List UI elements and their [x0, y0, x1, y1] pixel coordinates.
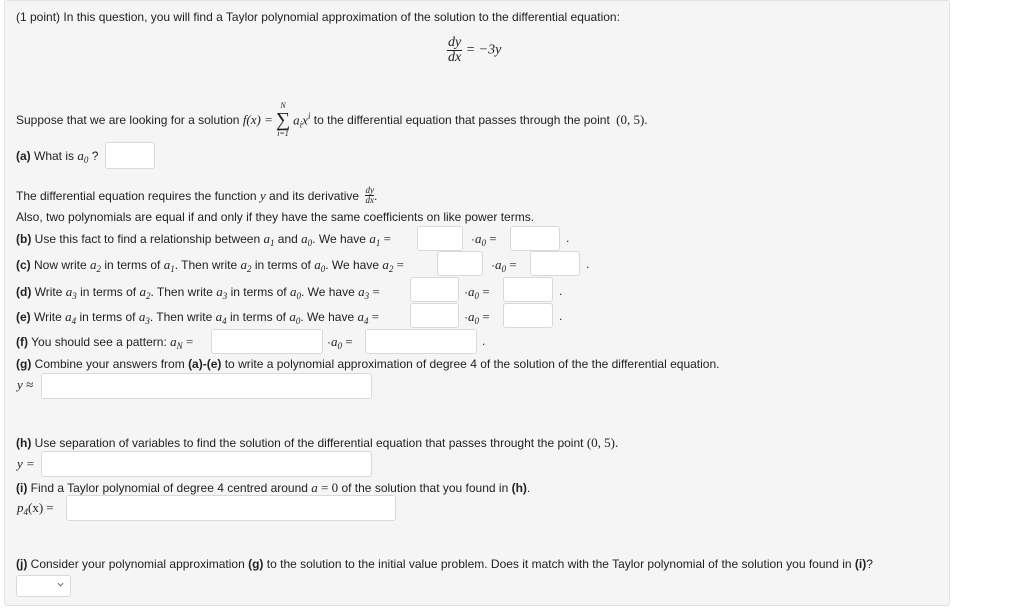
- b-end: .: [566, 231, 570, 245]
- e-v4: a: [289, 309, 296, 324]
- d-a0-expr: [464, 284, 490, 301]
- part-i-text: [16, 480, 530, 496]
- b-a0: a: [475, 231, 482, 246]
- d-eq: =: [369, 284, 380, 299]
- fraction-numerator: dy: [448, 35, 462, 50]
- i-text1: Find a Taylor polynomial of degree 4 centred around: [27, 481, 312, 495]
- part-d-text: [16, 284, 380, 301]
- b-eq: =: [380, 231, 391, 246]
- c-text3: . Then write: [174, 258, 241, 272]
- term-x: x: [302, 112, 308, 128]
- info1-text: The differential equation requires the function: [16, 188, 260, 203]
- part-a: [16, 148, 98, 165]
- c-dot: ·: [491, 258, 495, 272]
- i-p-label: [17, 500, 54, 517]
- d-a0: a: [468, 284, 475, 299]
- suppose-after: to the differential equation that passes through the point: [310, 113, 614, 127]
- c-s2: 1: [170, 264, 175, 274]
- intro-text: (1 point) In this question, you will find a Taylor polynomial approximation of the solution to the differential equation:: [16, 10, 620, 24]
- i-p: p: [17, 500, 24, 515]
- dy-dx-fraction: [447, 36, 462, 65]
- g-text2: to write a polynomial approximation of degree 4 of the solution of the the differential equation.: [221, 357, 720, 371]
- i-a: a: [311, 480, 318, 495]
- i-ref: (h): [511, 481, 527, 495]
- info1-y: y: [259, 187, 266, 203]
- c-text4: in terms of: [251, 258, 315, 272]
- d-v4: a: [289, 284, 297, 299]
- e-s4: 0: [295, 316, 301, 326]
- summation: [276, 101, 290, 139]
- d-v1: a: [65, 284, 73, 299]
- part-f-text: [16, 334, 193, 351]
- b-lhs-sub: 1: [375, 238, 381, 248]
- i-px: (x) =: [28, 500, 54, 515]
- d-s1: 3: [72, 291, 77, 301]
- d-lhs: a: [358, 284, 365, 299]
- part-i-label: (i): [16, 481, 28, 495]
- h-y-label: y =: [17, 456, 35, 471]
- e-text1: Write: [30, 310, 66, 324]
- part-b-text1: Use this fact to find a relationship between: [31, 232, 264, 246]
- sum-lower: i=1: [277, 129, 289, 138]
- answer-e2-input[interactable]: [503, 303, 553, 328]
- answer-i-input[interactable]: [66, 495, 396, 521]
- i-end: .: [526, 481, 531, 495]
- answer-d2-input[interactable]: [503, 277, 553, 302]
- point-value: (0, 5).: [616, 112, 648, 127]
- e-s2: 3: [145, 316, 150, 326]
- part-b-text: [16, 231, 391, 248]
- c-eq2: =: [506, 257, 517, 272]
- b-s1: 1: [269, 238, 275, 248]
- g-ref: (a)-(e): [188, 357, 222, 371]
- answer-b1-input[interactable]: [417, 226, 463, 251]
- fx-label: f(x) =: [242, 112, 273, 127]
- f-lhs: a: [170, 334, 177, 349]
- answer-e1-input[interactable]: [410, 303, 459, 328]
- sum-symbol: ∑: [275, 109, 291, 131]
- b-a0s: 0: [481, 238, 486, 248]
- b-s2: 0: [307, 238, 313, 248]
- b-v1: a: [263, 231, 270, 246]
- e-s3: 4: [222, 316, 227, 326]
- d-eq2: =: [479, 284, 490, 299]
- part-b-label: (b): [16, 232, 32, 246]
- info1-num: dy: [365, 185, 374, 195]
- d-a0s: 0: [474, 291, 479, 301]
- h-point: (0, 5).: [586, 435, 619, 450]
- e-dot: ·: [464, 310, 468, 324]
- e-a0-expr: [464, 309, 490, 326]
- c-v1: a: [90, 257, 97, 272]
- d-dot: ·: [464, 285, 468, 299]
- answer-c1-input[interactable]: [437, 251, 483, 276]
- j-ref1: (g): [248, 557, 264, 571]
- f-a0-expr: [327, 334, 353, 351]
- d-text3: . Then write: [150, 285, 217, 299]
- c-v4: a: [314, 257, 321, 272]
- f-lhs-sub: N: [176, 341, 183, 351]
- e-text2: in terms of: [76, 310, 139, 324]
- e-end: .: [559, 309, 563, 323]
- part-c-text: [16, 257, 404, 274]
- f-text1: You should see a pattern:: [28, 335, 171, 349]
- i-psub: 4: [23, 507, 28, 517]
- b-lhs: a: [369, 231, 376, 246]
- e-text3: . Then write: [149, 310, 216, 324]
- answer-j-select[interactable]: [16, 575, 71, 597]
- answer-g-input[interactable]: [41, 373, 372, 399]
- j-text2: to the solution to the initial value problem. Does it match with the Taylor polynomial of the solution you found in: [263, 557, 855, 571]
- part-e-text: [16, 309, 379, 326]
- c-v2: a: [163, 257, 171, 272]
- d-s4: 0: [296, 291, 301, 301]
- part-d-label: (d): [16, 285, 32, 299]
- answer-d1-input[interactable]: [410, 277, 459, 302]
- term-sub: i: [299, 119, 303, 130]
- c-text5: . We have: [325, 258, 383, 272]
- j-ref2: (i): [854, 557, 867, 571]
- part-e-label: (e): [16, 310, 31, 324]
- part-f-label: (f): [16, 335, 28, 349]
- info1-den: dx: [365, 195, 374, 205]
- a0-sub: 0: [83, 155, 89, 165]
- part-h-text: [16, 435, 618, 451]
- part-h-label: (h): [16, 436, 32, 450]
- c-a0: a: [495, 257, 502, 272]
- j-text1: Consider your polynomial approximation: [27, 557, 249, 571]
- c-end: .: [586, 257, 590, 271]
- f-eq: =: [182, 334, 194, 349]
- info1-end: .: [373, 188, 378, 203]
- info1-fraction: [365, 186, 374, 205]
- d-text4: in terms of: [227, 285, 290, 299]
- e-v1: a: [65, 309, 72, 324]
- b-and: and: [274, 232, 302, 246]
- e-a0: a: [468, 309, 475, 324]
- term-a: a: [293, 112, 300, 128]
- b-eq2: =: [486, 231, 497, 246]
- answer-a-input[interactable]: [105, 142, 155, 169]
- c-v3: a: [240, 257, 248, 272]
- g-y-label: y ≈: [17, 377, 34, 392]
- a0-var: a: [77, 148, 84, 163]
- c-lhs: a: [382, 257, 389, 272]
- d-text5: . We have: [300, 285, 359, 299]
- e-text5: . We have: [300, 310, 358, 324]
- c-s4: 0: [320, 264, 326, 274]
- f-a0s: 0: [337, 341, 342, 351]
- d-v2: a: [139, 284, 146, 299]
- answer-h-input[interactable]: [41, 451, 372, 477]
- e-s1: 4: [71, 316, 77, 326]
- i-eq: = 0: [317, 480, 339, 495]
- e-lhs: a: [357, 309, 364, 324]
- f-end: .: [482, 334, 486, 348]
- part-a-question: ?: [88, 149, 99, 163]
- part-g-text: [16, 357, 719, 371]
- c-text2: in terms of: [101, 258, 164, 272]
- c-s3: 2: [247, 264, 252, 274]
- part-c-label: (c): [16, 258, 31, 272]
- info-line-2: Also, two polynomials are equal if and only if they have the same coefficients on like power terms.: [16, 210, 535, 224]
- b-a0-expr: [471, 231, 497, 248]
- d-lhs-sub: 3: [364, 291, 370, 301]
- b-dot: ·: [471, 232, 475, 246]
- i-text2: of the solution that you found in: [338, 481, 512, 495]
- d-end: .: [559, 284, 563, 298]
- e-v2: a: [138, 309, 146, 324]
- part-j-text: [16, 557, 873, 571]
- answer-f2-input[interactable]: [365, 329, 477, 354]
- h-text1: Use separation of variables to find the solution of the differential equation that passes throught the point: [31, 436, 587, 450]
- part-a-text: What is: [30, 149, 78, 163]
- f-dot: ·: [327, 335, 331, 349]
- sum-upper: N: [280, 101, 286, 110]
- d-text2: in terms of: [76, 285, 140, 299]
- g-text1: Combine your answers from: [31, 357, 189, 371]
- info1-mid: and its derivative: [265, 188, 363, 203]
- fraction-denominator: dx: [448, 50, 462, 65]
- part-b-text2: . We have: [312, 232, 370, 246]
- e-a0s: 0: [474, 316, 479, 326]
- part-g-label: (g): [16, 357, 32, 371]
- suppose-text: Suppose that we are looking for a solution: [16, 113, 243, 127]
- c-a0s: 0: [501, 264, 506, 274]
- d-text1: Write: [31, 285, 66, 299]
- c-lhs-sub: 2: [388, 264, 394, 274]
- d-v3: a: [216, 284, 223, 299]
- answer-c2-input[interactable]: [530, 251, 580, 276]
- d-s3: 3: [222, 291, 228, 301]
- f-a0: a: [331, 334, 338, 349]
- e-text4: in terms of: [226, 310, 290, 324]
- e-v3: a: [215, 309, 223, 324]
- term-sup: i: [307, 110, 311, 121]
- main-equation: [447, 36, 501, 65]
- b-v2: a: [301, 231, 308, 246]
- part-a-label: (a): [16, 149, 31, 163]
- d-s2: 2: [145, 291, 151, 301]
- f-eq2: =: [342, 334, 353, 349]
- e-eq: =: [368, 309, 380, 324]
- suppose-line: [16, 99, 648, 141]
- answer-f1-input[interactable]: [211, 329, 323, 354]
- j-end: ?: [866, 557, 873, 571]
- e-eq2: =: [479, 309, 490, 324]
- chevron-down-icon: [57, 581, 64, 588]
- c-eq: =: [393, 257, 404, 272]
- info-line-1: [16, 186, 377, 205]
- c-text1: Now write: [30, 258, 91, 272]
- part-j-label: (j): [16, 557, 28, 571]
- e-lhs-sub: 4: [363, 316, 369, 326]
- c-s1: 2: [96, 264, 102, 274]
- sum-term: [293, 111, 310, 129]
- c-a0-expr: [491, 257, 517, 274]
- answer-b2-input[interactable]: [510, 226, 560, 251]
- equation-rhs: = −3y: [465, 42, 502, 58]
